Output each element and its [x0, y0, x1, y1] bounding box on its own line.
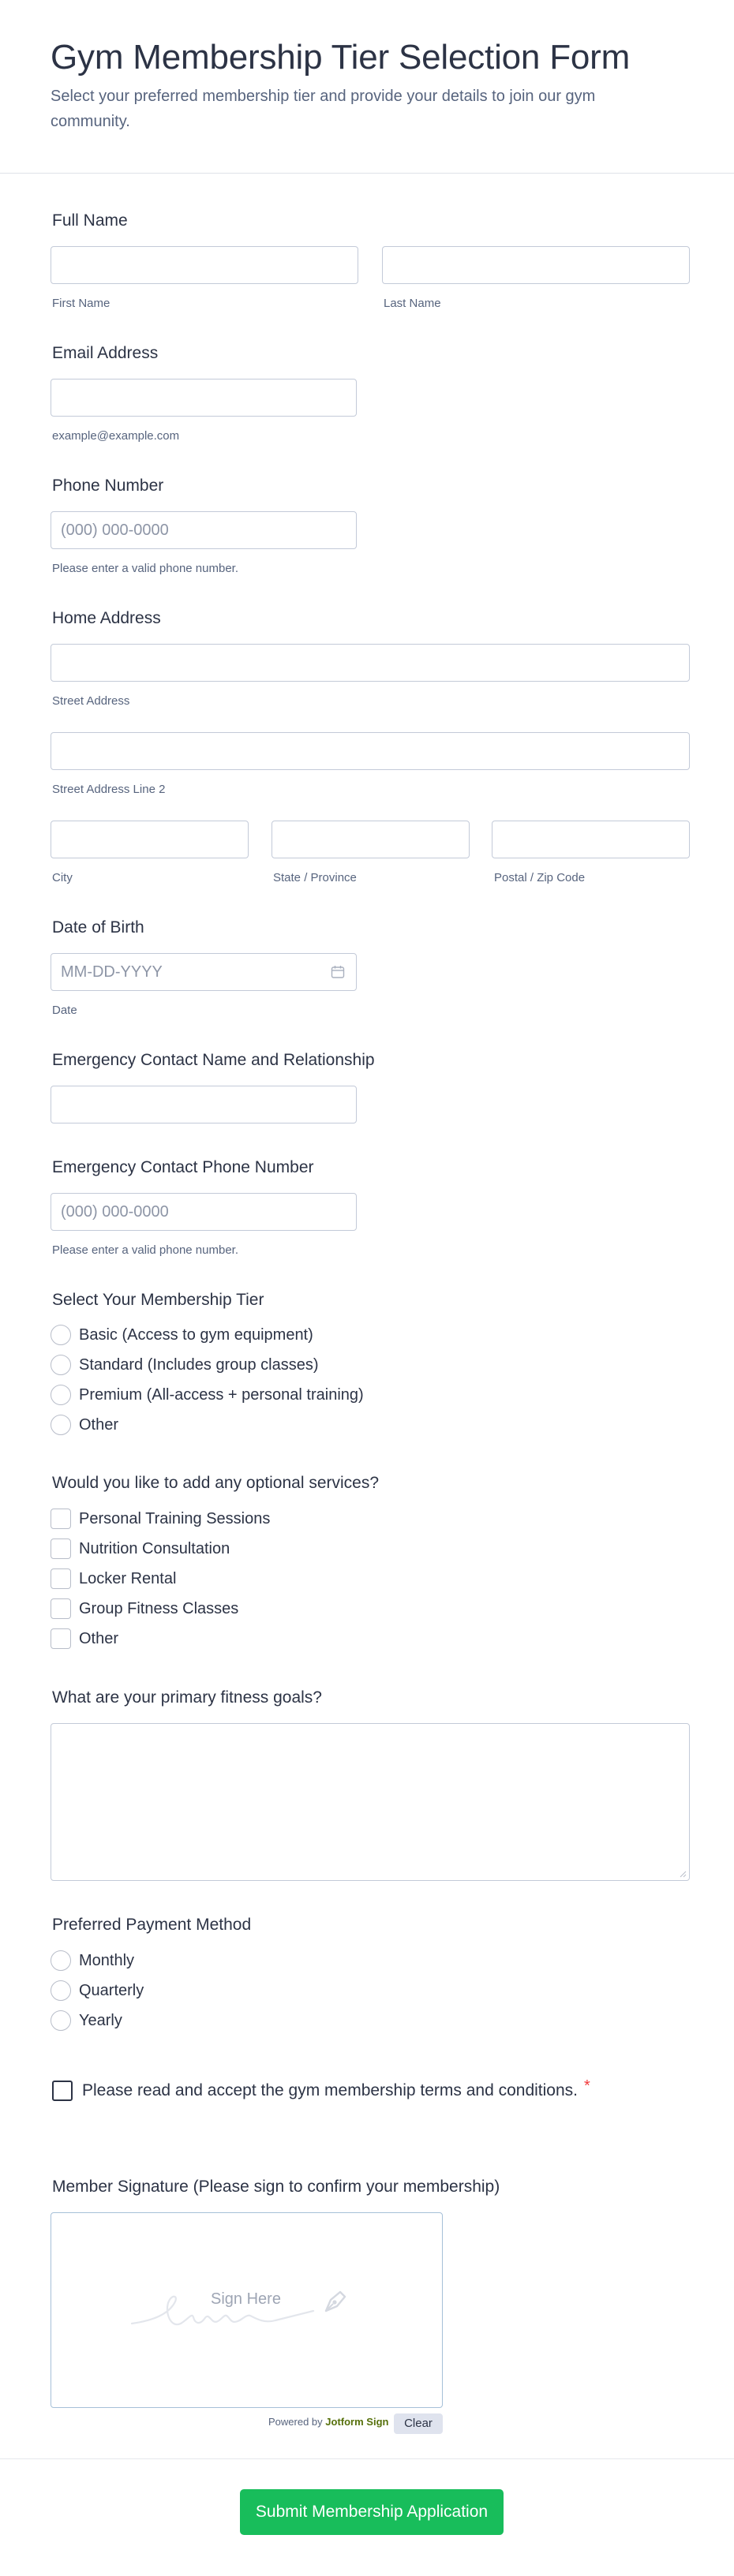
first-name-sublabel: First Name: [52, 297, 110, 310]
payment-option-yearly[interactable]: [51, 2009, 122, 2032]
city-sublabel: City: [52, 871, 73, 884]
form-title: Gym Membership Tier Selection Form: [51, 38, 631, 77]
address-label: Home Address: [52, 609, 161, 627]
payment-option-quarterly[interactable]: [51, 1979, 144, 2002]
service-option-label: Group Fitness Classes: [79, 1599, 239, 1617]
tier-option-label: Premium (All-access + personal training): [79, 1385, 364, 1404]
state-input[interactable]: [272, 821, 470, 858]
payment-option-label: Monthly: [79, 1951, 135, 1969]
emergency-name-label: Emergency Contact Name and Relationship: [52, 1051, 375, 1069]
terms-agreement[interactable]: [52, 2077, 590, 2102]
email-input[interactable]: [51, 379, 357, 417]
emergency-phone-sublabel: Please enter a valid phone number.: [52, 1243, 238, 1257]
phone-placeholder: (000) 000-0000: [61, 522, 169, 539]
jotform-sign-brand[interactable]: Jotform Sign: [325, 2416, 389, 2428]
radio-button[interactable]: [51, 1950, 71, 1971]
submit-button[interactable]: Submit Membership Application: [240, 2489, 504, 2535]
pen-nib-icon: [320, 2286, 351, 2317]
tier-option-label: Standard (Includes group classes): [79, 1355, 319, 1374]
zip-input[interactable]: [492, 821, 690, 858]
form-subtitle: Select your preferred membership tier and provide your details to join our gym community.: [51, 88, 596, 130]
street-address-line2-sublabel: Street Address Line 2: [52, 783, 166, 796]
service-option-label: Nutrition Consultation: [79, 1539, 230, 1557]
phone-input[interactable]: [51, 511, 357, 549]
goals-textarea[interactable]: [51, 1723, 690, 1881]
tier-option-premium[interactable]: [51, 1383, 364, 1407]
service-option-locker[interactable]: [51, 1567, 176, 1591]
signature-label: Member Signature (Please sign to confirm your membership): [52, 2178, 500, 2196]
street-address-line2-input[interactable]: [51, 732, 690, 770]
service-option-other[interactable]: [51, 1627, 118, 1651]
radio-button[interactable]: [51, 1355, 71, 1375]
full-name-label: Full Name: [52, 211, 128, 230]
service-option-label: Locker Rental: [79, 1569, 177, 1587]
phone-label: Phone Number: [52, 477, 164, 495]
radio-button[interactable]: [51, 2010, 71, 2031]
phone-sublabel: Please enter a valid phone number.: [52, 562, 238, 575]
clear-signature-button[interactable]: Clear: [394, 2413, 443, 2434]
emergency-phone-placeholder: (000) 000-0000: [61, 1203, 169, 1221]
radio-button[interactable]: [51, 1325, 71, 1345]
checkbox[interactable]: [51, 1509, 71, 1529]
service-option-label: Other: [79, 1629, 119, 1647]
state-sublabel: State / Province: [273, 871, 357, 884]
radio-button[interactable]: [51, 1415, 71, 1435]
email-sublabel: example@example.com: [52, 429, 180, 443]
checkbox[interactable]: [51, 1538, 71, 1559]
payment-option-monthly[interactable]: [51, 1949, 134, 1972]
service-option-personal-training[interactable]: [51, 1507, 270, 1531]
radio-button[interactable]: [51, 1385, 71, 1405]
first-name-input[interactable]: [51, 246, 358, 284]
tier-label: Select Your Membership Tier: [52, 1291, 264, 1309]
footer-divider: [0, 2458, 734, 2459]
checkbox[interactable]: [51, 1568, 71, 1589]
services-label: Would you like to add any optional services?: [52, 1474, 380, 1492]
tier-option-standard[interactable]: [51, 1353, 319, 1377]
calendar-icon[interactable]: [331, 965, 345, 979]
checkbox[interactable]: [51, 1598, 71, 1619]
street-address-input[interactable]: [51, 644, 690, 682]
required-mark: *: [584, 2077, 590, 2095]
dob-label: Date of Birth: [52, 918, 144, 937]
payment-option-label: Quarterly: [79, 1981, 144, 1999]
tier-option-label: Basic (Access to gym equipment): [79, 1325, 313, 1344]
powered-prefix: Powered by: [268, 2416, 323, 2428]
service-option-label: Personal Training Sessions: [79, 1509, 271, 1527]
payment-label: Preferred Payment Method: [52, 1916, 252, 1934]
sign-here-hint: Sign Here: [211, 2290, 281, 2308]
payment-option-label: Yearly: [79, 2011, 122, 2029]
city-input[interactable]: [51, 821, 249, 858]
dob-sublabel: Date: [52, 1004, 77, 1017]
service-option-group-fitness[interactable]: [51, 1597, 238, 1621]
radio-button[interactable]: [51, 1980, 71, 2001]
tier-option-basic[interactable]: [51, 1323, 313, 1347]
street-address-sublabel: Street Address: [52, 694, 130, 708]
emergency-phone-label: Emergency Contact Phone Number: [52, 1158, 314, 1176]
last-name-input[interactable]: [382, 246, 690, 284]
terms-checkbox[interactable]: [52, 2081, 73, 2101]
form-header: [0, 0, 734, 174]
emergency-name-input[interactable]: [51, 1086, 357, 1123]
email-label: Email Address: [52, 344, 159, 362]
checkbox[interactable]: [51, 1628, 71, 1649]
dob-placeholder: MM-DD-YYYY: [61, 963, 163, 981]
emergency-phone-input[interactable]: [51, 1193, 357, 1231]
signature-pad[interactable]: [51, 2212, 443, 2408]
powered-by: [268, 2416, 388, 2428]
tier-option-other[interactable]: [51, 1413, 118, 1437]
tier-option-label: Other: [79, 1415, 119, 1434]
resize-handle-icon[interactable]: [679, 1870, 687, 1878]
service-option-nutrition[interactable]: [51, 1537, 230, 1561]
terms-text: Please read and accept the gym membership terms and conditions.: [82, 2081, 579, 2099]
dob-input[interactable]: [51, 953, 357, 991]
zip-sublabel: Postal / Zip Code: [494, 871, 586, 884]
goals-label: What are your primary fitness goals?: [52, 1688, 322, 1707]
last-name-sublabel: Last Name: [384, 297, 441, 310]
